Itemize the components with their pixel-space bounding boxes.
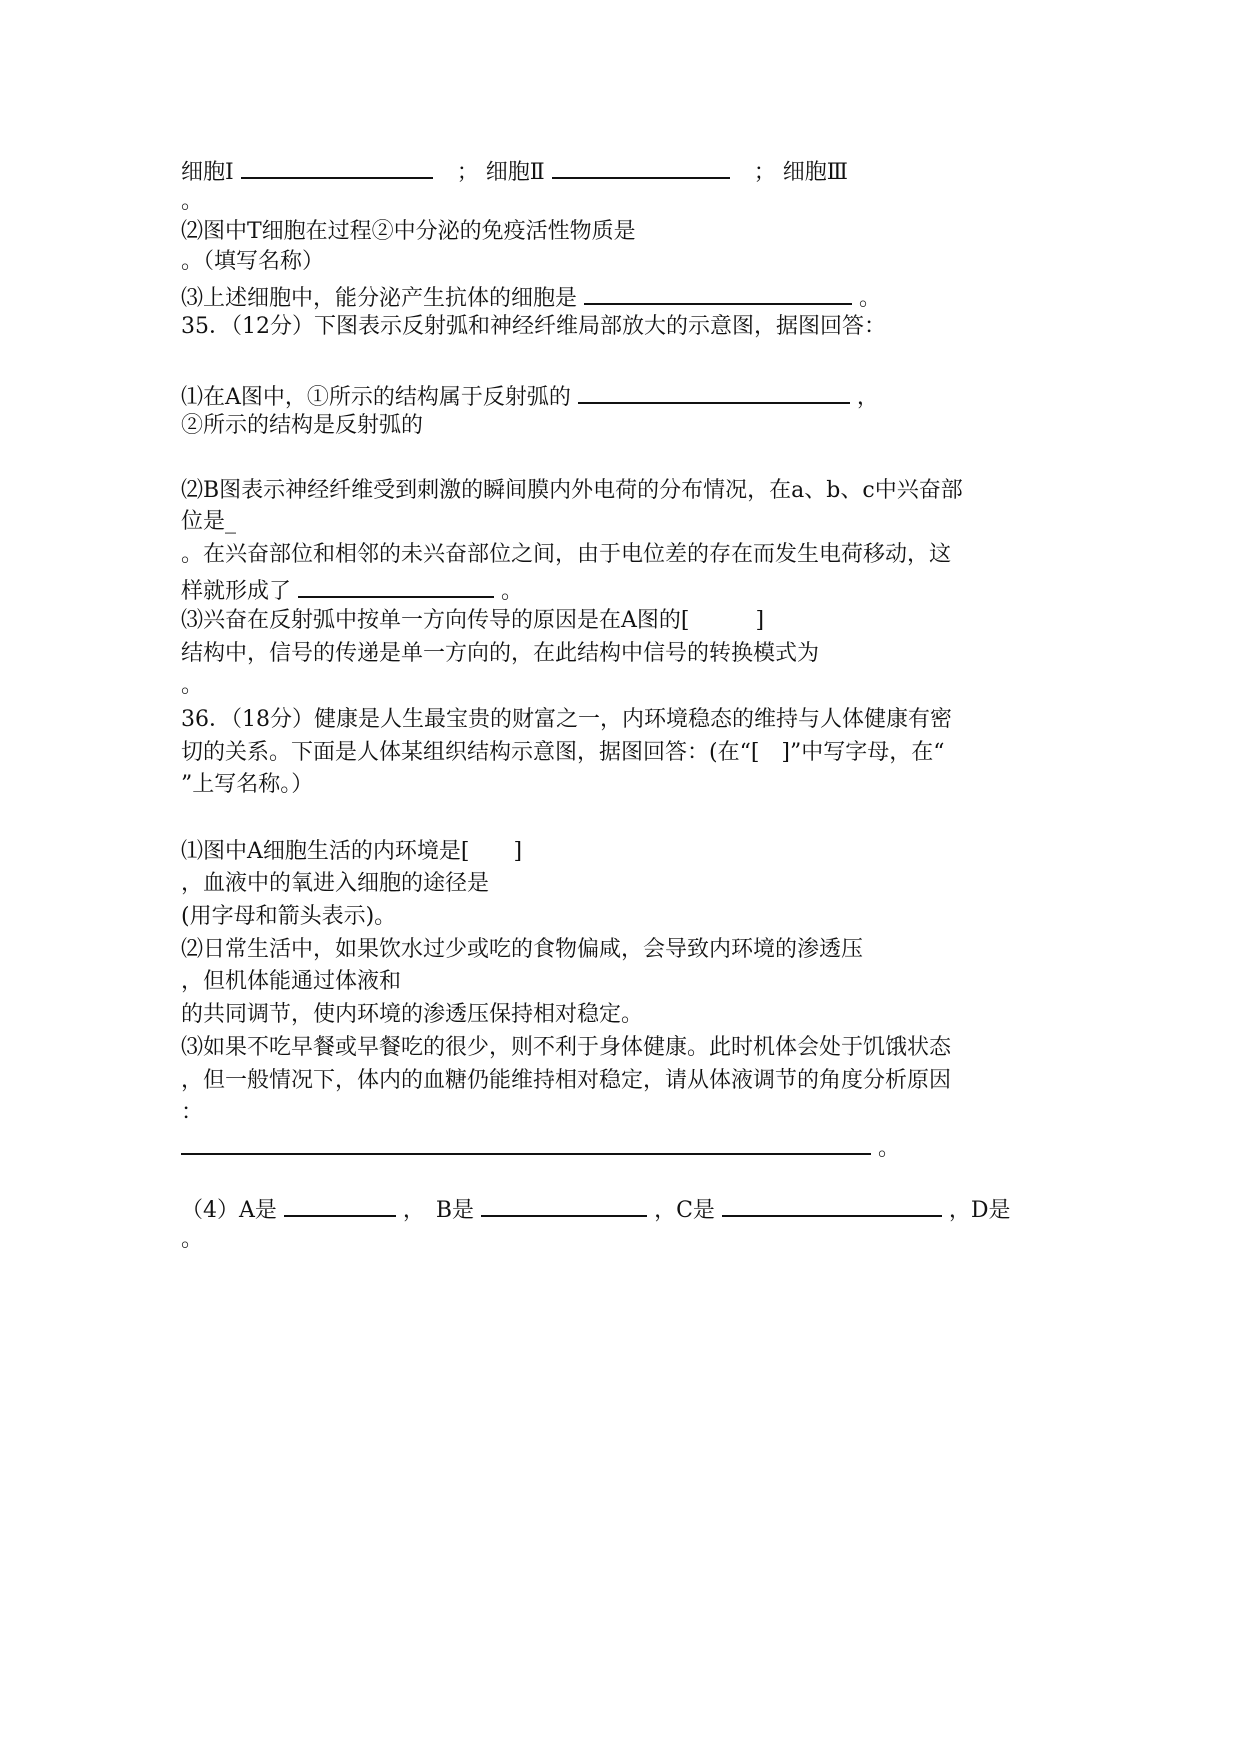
q36-part-4-a-label: （4）A是 — [181, 1198, 277, 1223]
q35-part-1 — [181, 380, 879, 412]
separator-1: ； — [456, 160, 479, 185]
q35-part-3: ⑶兴奋在反射弧中按单一方向传导的原因是在A图的[ ] — [181, 608, 765, 633]
q34-cells-line — [181, 155, 848, 187]
q35-part-2-line-3: 。在兴奋部位和相邻的未兴奋部位之间，由于电位差的存在而发生电荷移动，这 — [181, 542, 952, 567]
q36-part-4-a-blank[interactable] — [284, 1193, 396, 1217]
q36-heading-1: 36．（18分）健康是人生最宝贵的财富之一，内环境稳态的维持与人体健康有密 — [181, 707, 952, 732]
q36-part-2: ⑵日常生活中，如果饮水过少或吃的食物偏咸，会导致内环境的渗透压 — [181, 937, 864, 962]
q36-part-4-end: 。 — [181, 1227, 204, 1252]
q36-part-1: ⑴图中A细胞生活的内环境是[ ] — [181, 839, 523, 864]
q35-part-2-blank[interactable] — [298, 574, 494, 598]
q35-heading: 35．（12分）下图表示反射弧和神经纤维局部放大的示意图，据图回答： — [181, 314, 886, 339]
q34-part-3-blank[interactable] — [584, 281, 852, 305]
cell-2-label: 细胞Ⅱ — [485, 160, 545, 185]
q36-part-4-b-blank[interactable] — [481, 1193, 647, 1217]
q35-part-1-blank[interactable] — [578, 380, 850, 404]
q36-part-3-end: 。 — [878, 1136, 901, 1161]
q36-part-4-c-blank[interactable] — [722, 1193, 942, 1217]
q35-part-2-line-2: 位是_ — [181, 509, 237, 534]
q34-part-2: ⑵图中T细胞在过程②中分泌的免疫活性物质是 — [181, 219, 636, 244]
q36-heading-3: ”上写名称。） — [181, 772, 314, 797]
q34-part-3-text: ⑶上述细胞中，能分泌产生抗体的细胞是 — [181, 286, 578, 311]
q36-part-4-b-label: ， B是 — [402, 1198, 475, 1223]
q34-part-3 — [181, 281, 881, 313]
q36-part-2-line-3: 的共同调节，使内环境的渗透压保持相对稳定。 — [181, 1002, 644, 1027]
q36-part-1-line-3: (用字母和箭头表示)。 — [181, 904, 397, 929]
separator-2: ； — [753, 160, 776, 185]
cell-1-label: 细胞Ⅰ — [181, 160, 234, 185]
q36-part-4-c-label: ，C是 — [654, 1198, 715, 1223]
q35-part-2-line-4-text: 样就形成了 — [181, 579, 292, 604]
q36-part-1-line-2: ，血液中的氧进入细胞的途径是 — [181, 871, 490, 896]
q36-part-3-blank[interactable] — [181, 1131, 871, 1155]
q34-end-mark: 。 — [181, 189, 204, 214]
q35-part-3-line-2: 结构中，信号的传递是单一方向的，在此结构中信号的转换模式为 — [181, 641, 820, 666]
q34-part-3-end: 。 — [859, 286, 882, 311]
q35-part-2: ⑵B图表示神经纤维受到刺激的瞬间膜内外电荷的分布情况，在a、b、c中兴奋部 — [181, 478, 963, 503]
q36-part-3-line-3: ： — [181, 1100, 204, 1125]
q34-part-2-note: 。（填写名称） — [181, 249, 325, 274]
q36-part-3-answer — [181, 1131, 900, 1163]
q36-part-4-d-label: ，D是 — [948, 1198, 1011, 1223]
cell-1-blank[interactable] — [241, 155, 433, 179]
q35-part-2-line-4 — [181, 574, 523, 606]
q35-part-3-end: 。 — [181, 673, 204, 698]
q36-part-4 — [181, 1193, 1011, 1225]
q35-part-1-text: ⑴在A图中，①所示的结构属于反射弧的 — [181, 385, 571, 410]
q36-part-3: ⑶如果不吃早餐或早餐吃的很少，则不利于身体健康。此时机体会处于饥饿状态 — [181, 1035, 952, 1060]
cell-3-label: 细胞Ⅲ — [782, 160, 848, 185]
q35-part-2-line-4-end: 。 — [501, 579, 524, 604]
cell-2-blank[interactable] — [552, 155, 730, 179]
q36-heading-2: 切的关系。下面是人体某组织结构示意图，据图回答：(在“[ ]”中写字母，在“ — [181, 740, 945, 765]
q35-part-1-end: ， — [856, 385, 879, 410]
q35-part-1-line-2: ②所示的结构是反射弧的 — [181, 413, 424, 438]
q36-part-2-line-2: ，但机体能通过体液和 — [181, 969, 402, 994]
q36-part-3-line-2: ，但一般情况下，体内的血糖仍能维持相对稳定，请从体液调节的角度分析原因 — [181, 1068, 952, 1093]
